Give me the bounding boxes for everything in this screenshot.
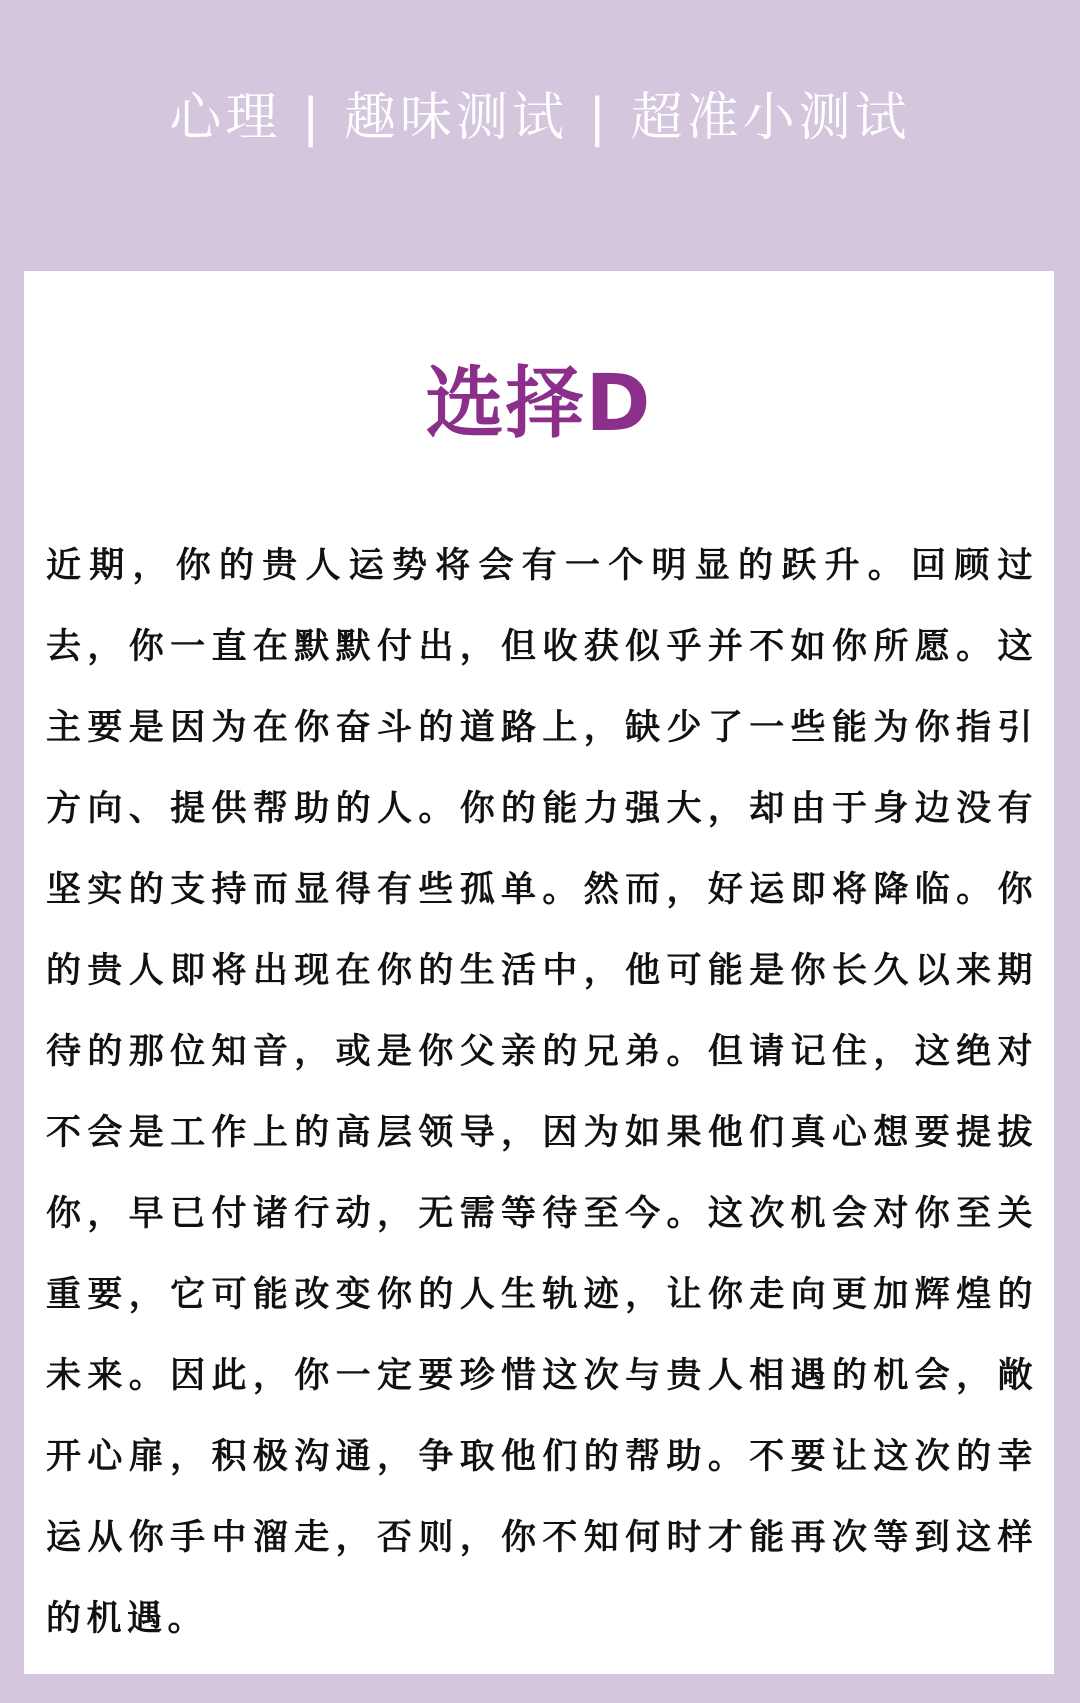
- header-title: 心理 | 趣味测试 | 超准小测试: [169, 88, 911, 148]
- result-description: 近期，你的贵人运势将会有一个明显的跃升。回顾过去，你一直在默默付出，但收获似乎并不如你所愿。这主要是因为在你奋斗的道路上，缺少了一些能为你指引方向、提供帮助的人。你的能力强大，却由于身边没有坚实的支持而显得有些孤单。然而，好运即将降临。你的贵人即将出现在你的生活中，他可能是你长久以来期待的那位知音，或是你父亲的兄弟。但请记住，这绝对不会是工作上的高层领导，因为如果他们真心想要提拔你，早已付诸行动，无需等待至今。这次机会对你至关重要，它可能改变你的人生轨迹，让你走向更加辉煌的未来。因此，你一定要珍惜这次与贵人相遇的机会，敞开心扉，积极沟通，争取他们的帮助。不要让这次的幸运从你手中溜走，否则，你不知何时才能再次等到这样的机遇。: [46, 546, 1038, 1639]
- result-card: [24, 271, 1054, 1674]
- result-title: 选择D: [425, 359, 653, 449]
